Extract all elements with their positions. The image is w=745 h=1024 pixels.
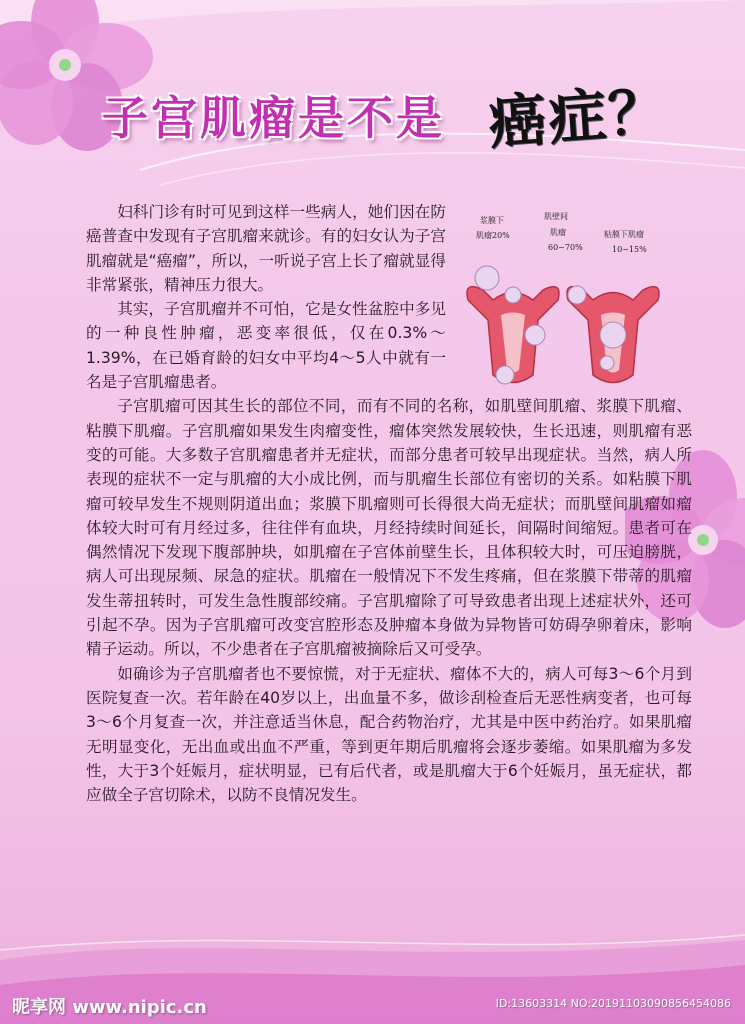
page-title-accent: 癌症？ <box>486 76 671 158</box>
paragraph-1: 妇科门诊有时可见到这样一些病人，她们因在防癌普查中发现有子宫肌瘤来就诊。有的妇女认为子宫肌瘤就是“癌瘤”，所以，一听说子宫上长了瘤就显得非常紧张，精神压力很大。 <box>86 203 446 294</box>
page-title: 子宫肌瘤是不是 <box>102 91 445 145</box>
paragraph-3: 子宫肌瘤可因其生长的部位不同，而有不同的名称，如肌壁间肌瘤、浆膜下肌瘤、粘膜下肌瘤。子宫肌瘤如果发生肉瘤变性，瘤体突然发展较快，生长迅速，则肌瘤有恶变的可能。大多数子宫肌瘤患者并无症状，而部分患者可较早出现症状。当然，病人所表现的症状不一定与肌瘤的大小成比例，而与肌瘤生长部位有密切的关系。如粘膜下肌瘤可较早发生不规则阴道出血；浆膜下肌瘤则可长得很大尚无症状；而肌壁间肌瘤如瘤体较大时可有月经过多，往往伴有血块，月经持续时间延长，间隔时间缩短。患者可在偶然情况下发现下腹部肿块，如肌瘤在子宫体前壁生长，且体积较大时，可压迫膀胱，病人可出现尿频、尿急的症状。肌瘤在一般情况下不发生疼痛，但在浆膜下带蒂的肌瘤发生蒂扭转时，可发生急性腹部绞痛。子宫肌瘤除了可导致患者出现上述症状外，还可引起不孕。因为子宫肌瘤可改变宫腔形态及肿瘤本身做为异物皆可妨碍孕卵着床，影响精子运动。所以，不少患者在子宫肌瘤被摘除后又可受孕。 <box>86 397 692 659</box>
label-intramural-2: 肌瘤 <box>550 228 566 237</box>
watermark-id: ID:13603314 NO:20191103090856454086 <box>495 997 731 1010</box>
paragraph-4: 如确诊为子宫肌瘤者也不要惊慌，对于无症状、瘤体不大的，病人可每3～6个月到医院复查一次。若年龄在40岁以上，出血量不多，做诊刮检查后无恶性病变者，也可每3～6个月复查一次，并注意适当休息，配合药物治疗，尤其是中医中药治疗。如果肌瘤无明显变化，无出血或出血不严重，等到更年期后肌瘤将会逐步萎缩。如果肌瘤为多发性，大于3个妊娠月，症状明显，已有后代者，或是肌瘤大于6个妊娠月，虽无症状，都应做全子宫切除术，以防不良情况发生。 <box>86 664 692 805</box>
label-submucous-pct: 10~15% <box>612 245 647 254</box>
label-subserous-pct: 肌瘤20% <box>476 231 510 240</box>
label-submucous: 粘膜下肌瘤 <box>604 230 644 239</box>
label-intramural: 肌壁间 <box>544 212 568 221</box>
paragraph-2: 其实，子宫肌瘤并不可怕，它是女性盆腔中多见的一种良性肿瘤，恶变率很低，仅在0.3%～1.39%，在已婚育龄的妇女中平均4～5人中就有一名是子宫肌瘤患者。 <box>86 300 446 392</box>
watermark-logo: 昵享网 www.nipic.cn <box>12 997 207 1018</box>
article-body <box>86 200 692 807</box>
label-intramural-pct: 60~70% <box>548 243 583 252</box>
label-subserous: 浆膜下 <box>480 216 504 225</box>
